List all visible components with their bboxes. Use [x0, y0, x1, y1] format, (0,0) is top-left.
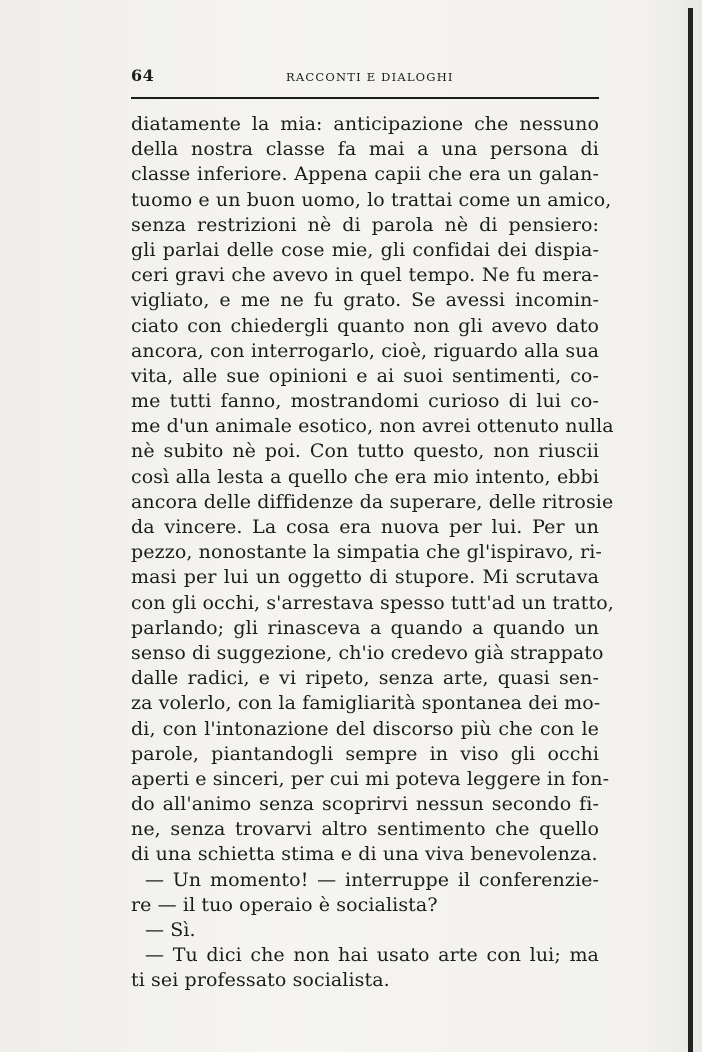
text-line: di, con l'intonazione del discorso più che con le [131, 717, 599, 740]
text-line: ancora, con interrogarlo, cioè, riguardo alla sua [131, 339, 599, 362]
text-line: di una schietta stima e di una viva benevolenza. [131, 843, 598, 866]
text-line: della nostra classe fa mai a una persona di [131, 138, 599, 161]
text-line: diatamente la mia: anticipazione che nessuno [131, 113, 599, 135]
text-line: do all'animo senza scoprirvi nessun secondo fi- [131, 793, 599, 816]
text-line: ciato con chiedergli quanto non gli avevo dato [131, 314, 599, 337]
text-line: parole, piantandogli sempre in viso gli occhi [131, 742, 599, 765]
page-binding-edge [688, 8, 693, 1052]
text-line: ne, senza trovarvi altro sentimento che quello [131, 818, 599, 841]
text-line: dalle radici, e vi ripeto, senza arte, quasi sen- [131, 667, 599, 690]
text-line: da vincere. La cosa era nuova per lui. Per un [131, 516, 599, 538]
text-line: senza restrizioni nè di parola nè di pensiero: [131, 213, 599, 236]
text-line: ceri gravi che avevo in quel tempo. Ne fu mera- [131, 264, 599, 287]
page-number: 64 [131, 66, 155, 85]
text-line: aperti e sinceri, per cui mi poteva leggere in fon- [131, 767, 610, 790]
dialogue-line: — Un momento! — interruppe il conferenzie- [145, 868, 599, 891]
text-line: con gli occhi, s'arrestava spesso tutt'ad un tratto, [131, 591, 614, 614]
running-head: RACCONTI E DIALOGHI [286, 70, 454, 84]
header-rule [131, 97, 599, 99]
text-line: gli parlai delle cose mie, gli confidai dei dispia- [131, 238, 599, 261]
text-line: masi per lui un oggetto di stupore. Mi scrutava [131, 566, 599, 589]
text-line: me tutti fanno, mostrandomi curioso di lui co- [131, 390, 599, 413]
page-header [131, 64, 599, 90]
text-line: tuomo e un buon uomo, lo trattai come un amico, [131, 188, 612, 211]
text-body [131, 112, 614, 994]
text-line: vigliato, e me ne fu grato. Se avessi incomin- [131, 289, 599, 312]
text-line: classe inferiore. Appena capii che era un galan- [131, 163, 599, 186]
text-line: nè subito nè poi. Con tutto questo, non riuscii [131, 440, 599, 463]
text-line: vita, alle sue opinioni e ai suoi sentimenti, co- [131, 364, 599, 387]
text-line: parlando; gli rinasceva a quando a quando un [131, 616, 599, 639]
text-line: ancora delle diffidenze da superare, delle ritrosie [131, 490, 614, 513]
text-line: me d'un animale esotico, non avrei ottenuto nulla [131, 415, 614, 438]
dialogue-line: re — il tuo operaio è socialista? [131, 893, 438, 916]
text-line: senso di suggezione, ch'io credevo già strappato [131, 641, 604, 664]
dialogue-line: — Tu dici che non hai usato arte con lui; ma [145, 944, 599, 967]
text-line: za volerlo, con la famigliarità spontanea dei mo- [131, 692, 601, 715]
dialogue-line: — Sì. [145, 919, 196, 941]
dialogue-line: ti sei professato socialista. [131, 969, 390, 992]
text-line: pezzo, nonostante la simpatia che gl'ispiravo, ri- [131, 541, 602, 564]
text-line: così alla lesta a quello che era mio intento, ebbi [131, 465, 599, 488]
